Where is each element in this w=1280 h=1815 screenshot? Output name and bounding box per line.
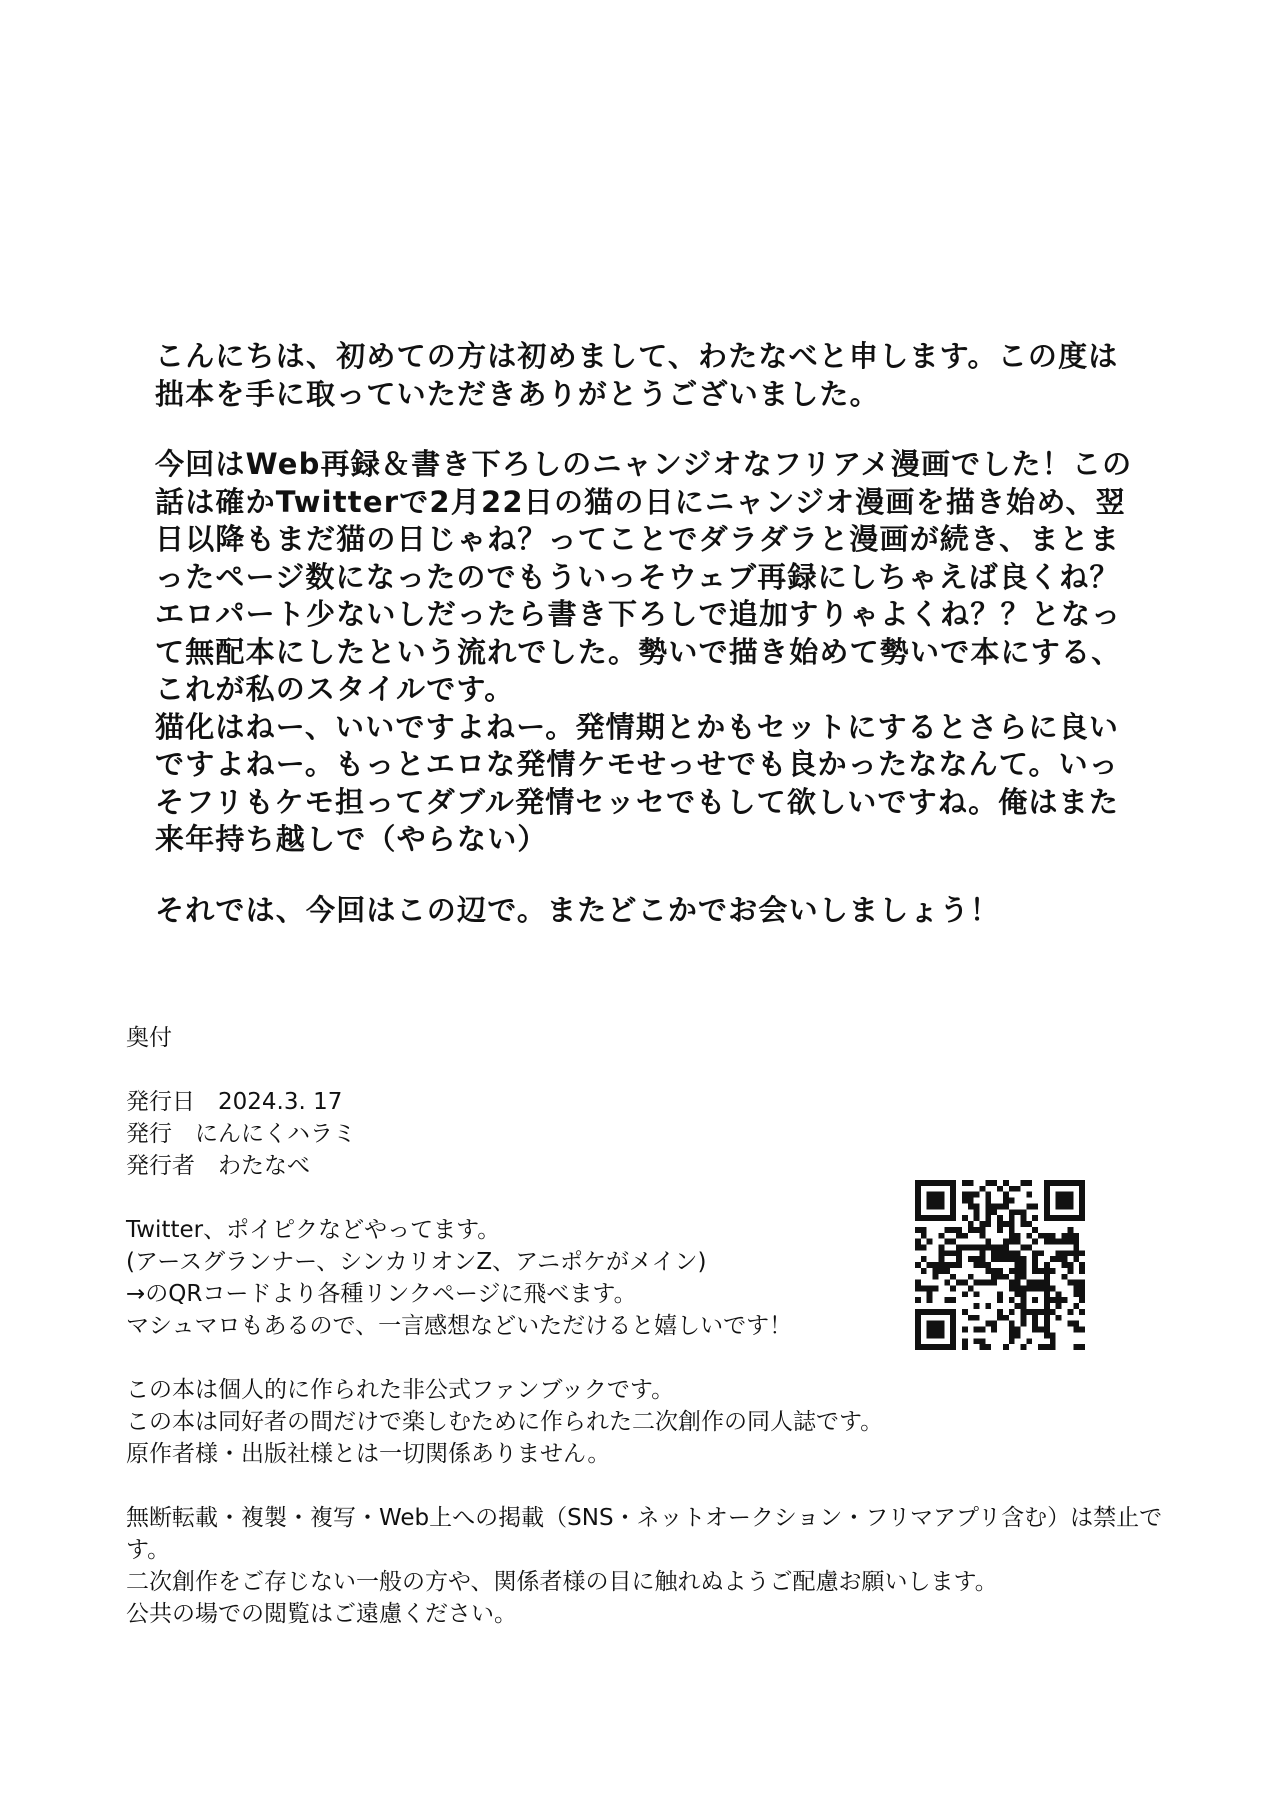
notice-line: この本は同好者の間だけで楽しむために作られた二次創作の同人誌です。: [126, 1409, 884, 1435]
prohibition-notice: [126, 1502, 1166, 1630]
qr-code-icon[interactable]: [915, 1180, 1085, 1350]
prohibition-line: 公共の場での閲覧はご遠慮ください。: [126, 1601, 517, 1627]
afterword-catification: 猫化はねー、いいですよねー。発情期とかもセットにするとさらに良いですよねー。もっとエロな発情ケモせっせでも良かったななんて。いっそフリもケモ担ってダブル発情セッセでもして欲しいですね。俺はまた来年持ち越しで（やらない）: [155, 709, 1120, 856]
sns-line: (アースグランナー、シンカリオンZ、アニポケがメイン): [126, 1249, 707, 1275]
publisher-circle: 発行 にんにくハラミ: [126, 1121, 356, 1147]
afterword: [155, 338, 1140, 929]
afterword-greeting: こんにちは、初めての方は初めまして、わたなべと申します。この度は拙本を手に取っていただきありがとうございました。: [155, 339, 1119, 411]
afterword-closing: それでは、今回はこの辺で。またどこかでお会いしましょう！: [155, 892, 1001, 927]
prohibition-line: 無断転載・複製・複写・Web上への掲載（SNS・ネットオークション・フリマアプリ含む）は禁止です。: [126, 1505, 1163, 1563]
fanbook-notice: [126, 1374, 1166, 1470]
notice-line: 原作者様・出版社様とは一切関係ありません。: [126, 1441, 611, 1467]
notice-line: この本は個人的に作られた非公式ファンブックです。: [126, 1377, 675, 1403]
prohibition-line: 二次創作をご存じない一般の方や、関係者様の目に触れぬようご配慮お願いします。: [126, 1569, 998, 1595]
sns-line: Twitter、ポイピクなどやってます。: [126, 1217, 501, 1243]
publisher-author: 発行者 わたなべ: [126, 1153, 310, 1179]
publication-date: 発行日 2024.3. 17: [126, 1089, 343, 1115]
colophon-heading: 奥付: [126, 1025, 172, 1051]
sns-line: →のQRコードより各種リンクページに飛べます。: [126, 1281, 637, 1307]
sns-line: マシュマロもあるので、一言感想などいただけると嬉しいです！: [126, 1313, 793, 1339]
afterword-story: 今回はWeb再録＆書き下ろしのニャンジオなフリアメ漫画でした！この話は確かTwitterで2月22日の猫の日にニャンジオ漫画を描き始め、翌日以降もまだ猫の日じゃね？ってことでダラダラと漫画が続き、まとまったページ数になったのでもういっそウェブ再録にしちゃえば良くね？エロパート少ないしだったら書き下ろしで追加すりゃよくね？？となって無配本にしたという流れでした。勢いで描き始めて勢いで本にする、これが私のスタイルです。: [155, 447, 1133, 706]
publication-info: [126, 1086, 1166, 1182]
